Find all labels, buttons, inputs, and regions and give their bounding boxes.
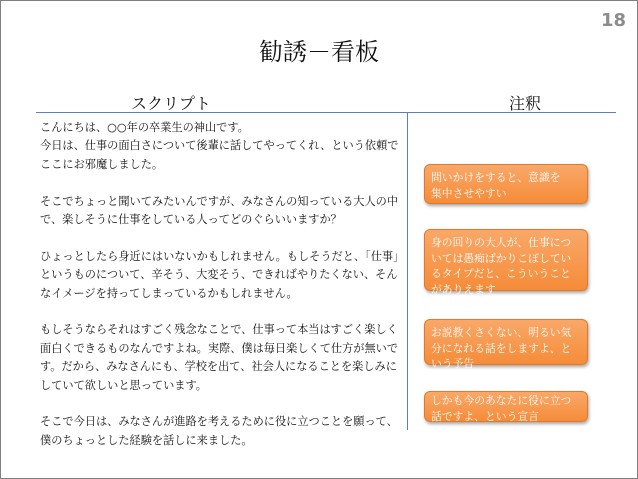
annotation-callout: 身の回りの大人が、仕事につ いては愚痴ばかりこぼしてい るタイプだと、こういうこと がありえます: [424, 229, 588, 291]
page-number: 18: [600, 10, 626, 31]
column-divider: [407, 113, 408, 430]
annotation-callout: しかも今のあなたに役に立つ 話ですよ、という宣言: [424, 391, 588, 422]
script-paragraph: こんにちは、○○年の卒業生の神山です。 今日は、仕事の面白さについて後輩に話してやってくれ、という依頼でここにお邪魔しました。: [40, 121, 399, 171]
script-body: [40, 119, 400, 469]
script-paragraph: そこでちょっと聞いてみたいんですが、みなさんの知っている大人の中で、楽しそうに仕事をしている人ってどのぐらいいますか？: [40, 194, 399, 227]
script-paragraph: もしそうならそれはすごく残念なことで、仕事って本当はすごく楽しく面白くできるものなんですよね。実際、僕は毎日楽しくて仕方が無いです。だから、みなさんにも、学校を出て、社会人になることを楽しみにしていて欲しいと思っています。: [40, 323, 399, 392]
script-paragraph: ひょっとしたら身近にはいないかもしれません。もしそうだと、「仕事」というものについて、辛そう、大変そう、できればやりたくない、そんなイメージを持ってしまっているかもしれません。: [40, 249, 399, 300]
script-paragraph: そこで今日は、みなさんが進路を考えるために役に立つことを願って、僕のちょっとした経験を話しに来ました。: [40, 415, 398, 447]
script-column-header: スクリプト: [131, 94, 212, 113]
annotation-callout: お説教くさくない、明るい気 分になれる話をしますよ、と いう予告: [424, 319, 588, 365]
header-divider: [36, 112, 616, 113]
notes-column-header: 注釈: [509, 94, 542, 113]
annotation-callout: 問いかけをすると、意識を 集中させやすい: [424, 164, 588, 204]
slide-title: 勧誘－看板: [259, 38, 379, 66]
